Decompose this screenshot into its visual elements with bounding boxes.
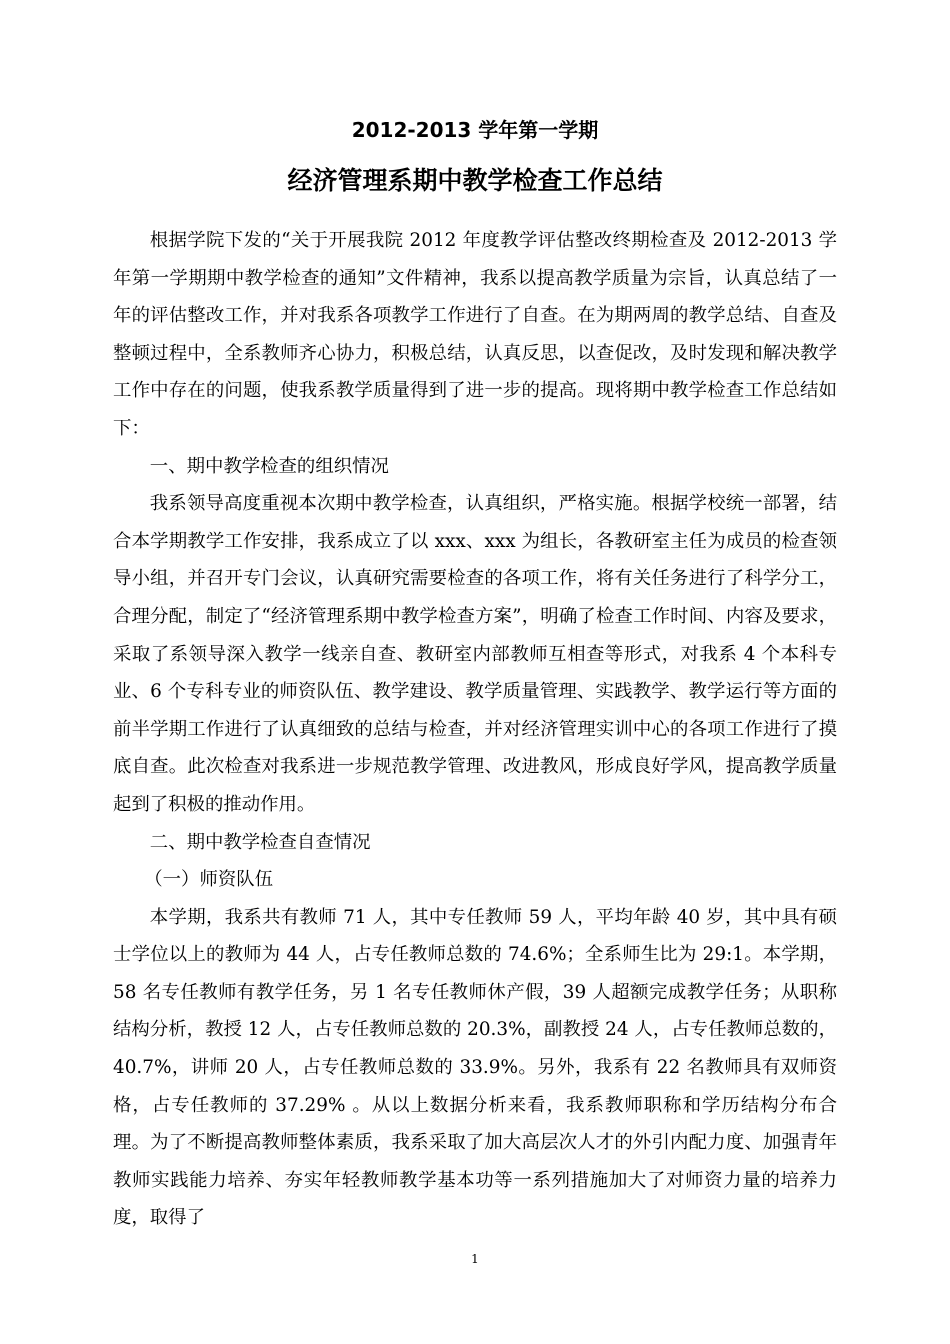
section-1-paragraph: 我系领导高度重视本次期中教学检查，认真组织，严格实施。根据学校统一部署，结合本学期教学工作安排，我系成立了以 xxx、xxx 为组长，各教研室主任为成员的检查领导小组，并召开专门会议，认真研究需要检查的各项工作，将有关任务进行了科学分工，合理分配，制定了“经济管理系期中教学检查方案”，明确了检查工作时间、内容及要求，采取了系领导深入教学一线亲自查、教研室内部教师互相查等形式，对我系 4 个本科专业、6 个专科专业的师资队伍、教学建设、教学质量管理、实践教学、教学运行等方面的前半学期工作进行了认真细致的总结与检查，并对经济管理实训中心的各项工作进行了摸底自查。此次检查对我系进一步规范教学管理、改进教风，形成良好学风，提高教学质量起到了积极的推动作用。 xyxy=(113,493,837,815)
page-number: 1 xyxy=(471,1252,479,1266)
intro-paragraph: 根据学院下发的“关于开展我院 2012 年度教学评估整改终期检查及 2012-2013 学年第一学期期中教学检查的通知”文件精神，我系以提高教学质量为宗旨，认真总结了一年的评估整改工作，并对我系各项教学工作进行了自查。在为期两周的教学总结、自查及整顿过程中，全系教师齐心协力，积极总结，认真反思，以查促改，及时发现和解决教学工作中存在的问题，使我系教学质量得到了进一步的提高。现将期中教学检查工作总结如下： xyxy=(113,230,837,439)
document-body xyxy=(113,222,837,1237)
document-title-year: 2012-2013 学年第一学期 xyxy=(351,118,599,142)
section-1-heading: 一、期中教学检查的组织情况 xyxy=(149,455,389,477)
section-2-heading: 二、期中教学检查自查情况 xyxy=(149,831,371,853)
subsection-1-heading: （一）师资队伍 xyxy=(144,869,274,891)
subsection-1-paragraph: 本学期，我系共有教师 71 人，其中专任教师 59 人，平均年龄 40 岁，其中具有硕士学位以上的教师为 44 人，占专任教师总数的 74.6%；全系师生比为 29:1。本学期，58 名专任教师有教学任务，另 1 名专任教师休产假，39 人超额完成教学任务；从职称结构分析，教授 12 人，占专任教师总数的 20.3%，副教授 24 人，占专任教师总数的，40.7%，讲师 20 人，占专任教师总数的 33.9%。另外，我系有 22 名教师具有双师资格，占专任教师的 37.29% 。从以上数据分析来看，我系教师职称和学历结构分布合理。为了不断提高教师整体素质，我系采取了加大高层次人才的外引内配力度、加强青年教师实践能力培养、夯实年轻教师教学基本功等一系列措施加大了对师资力量的培养力度，取得了 xyxy=(113,906,837,1229)
document-title-main: 经济管理系期中教学检查工作总结 xyxy=(287,166,663,195)
